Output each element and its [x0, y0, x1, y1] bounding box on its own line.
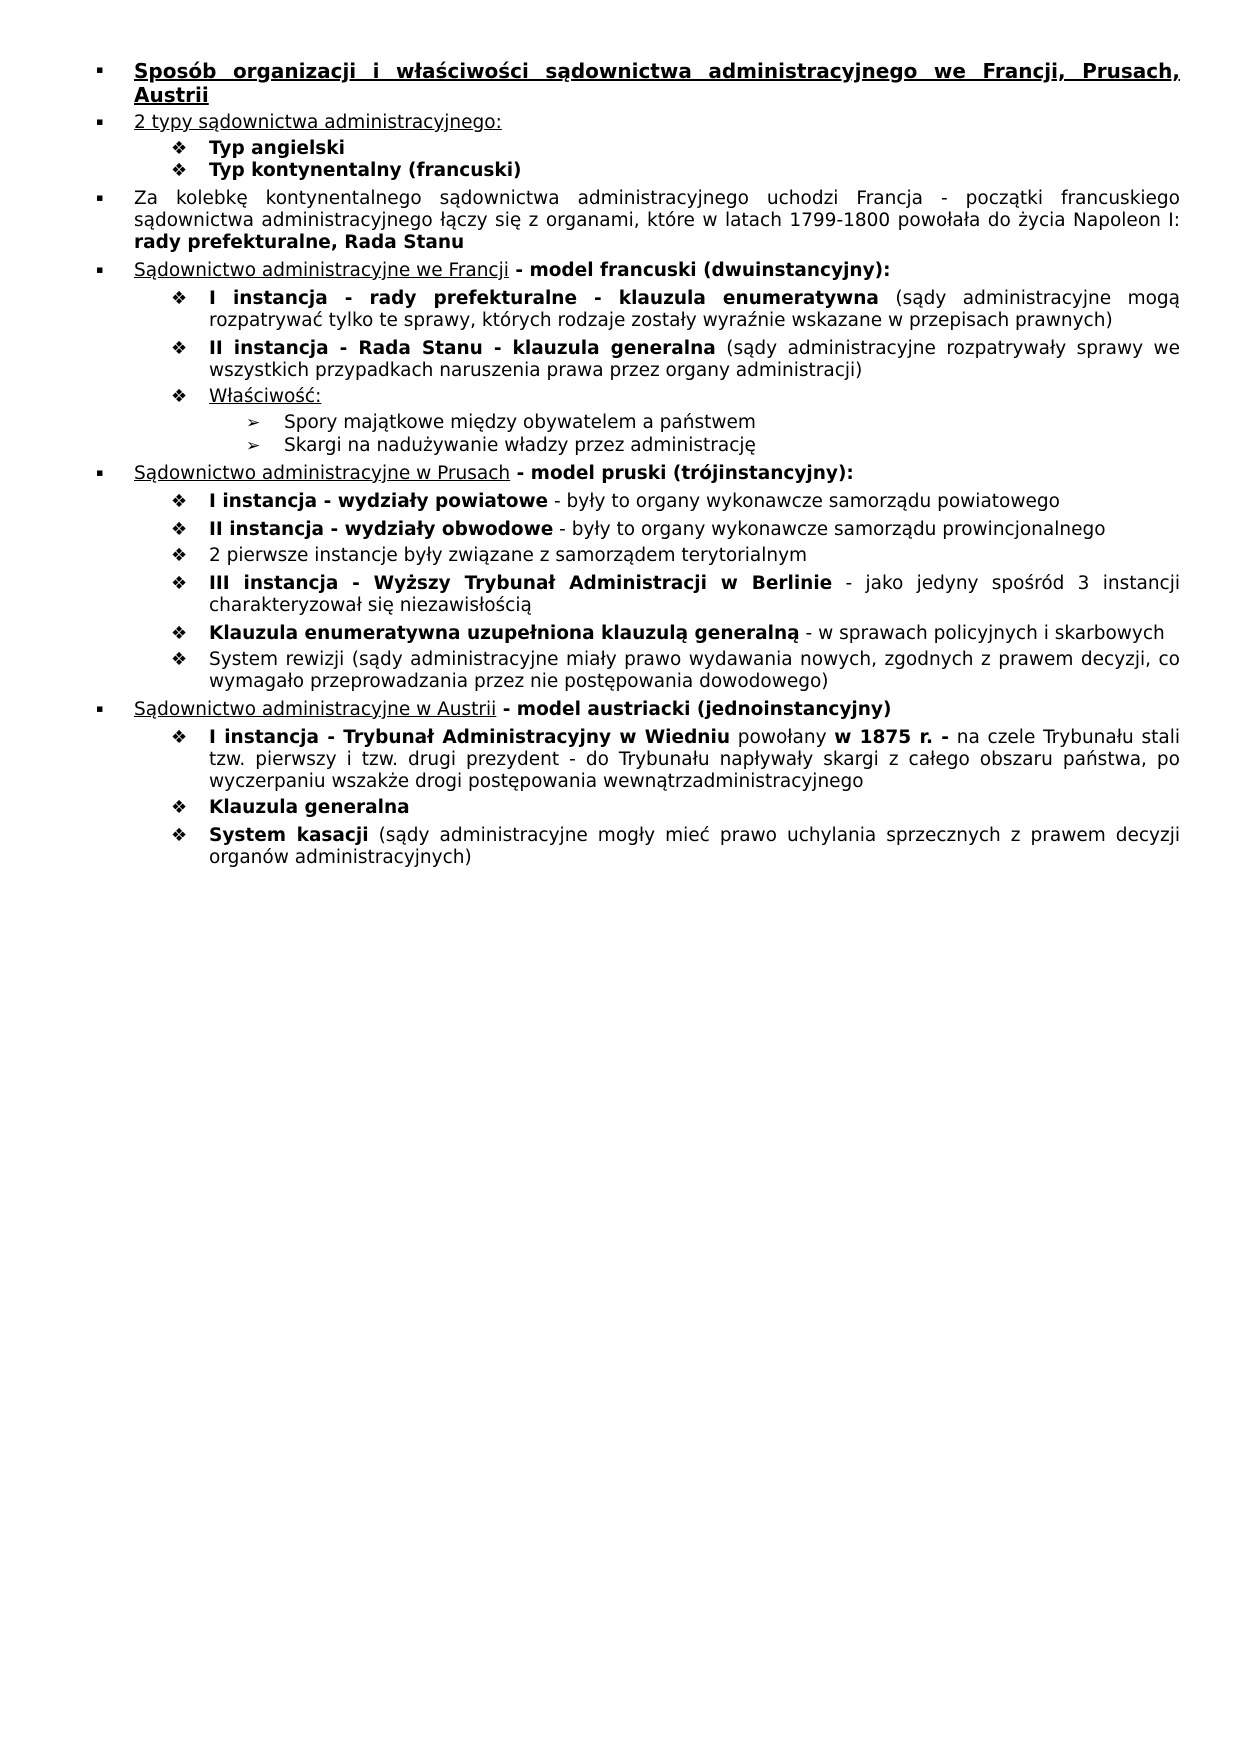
prussia-first-two: 2 pierwsze instancje były związane z samorządem terytorialnym	[209, 545, 808, 566]
title-item	[96, 60, 1180, 108]
france-comp2-item	[96, 435, 1180, 457]
diamond-bullet-icon: ❖	[171, 491, 188, 512]
prussia-inst2-text: - były to organy wykonawcze samorządu prowincjonalnego	[553, 519, 1106, 540]
prussia-inst2-item	[96, 519, 1180, 541]
prussia-inst1-item	[96, 491, 1180, 513]
prussia-heading: Sądownictwo administracyjne w Prusach	[134, 463, 511, 484]
document-title: Sposób organizacji i właściwości sądownictwa administracyjnego we Francji, Prusach, Austrii	[134, 59, 1180, 107]
square-bullet-icon: ▪	[96, 466, 104, 479]
austria-heading-item	[96, 699, 1180, 721]
prussia-inst1-bold: I instancja - wydziały powiatowe	[209, 491, 549, 512]
prussia-inst3-text: - jako jedyny spośród 3 instancji charakteryzował się niezawisłością	[209, 573, 1180, 616]
france-comp2: Skargi na nadużywanie władzy przez administrację	[284, 435, 756, 456]
france-inst2-text: (sądy administracyjne rozpatrywały sprawy we wszystkich przypadkach naruszenia prawa przez organy administracji)	[209, 338, 1181, 381]
type-continental: Typ kontynentalny (francuski)	[209, 160, 522, 181]
prussia-revision: System rewizji (sądy administracyjne miały prawo wydawania nowych, zgodnych z prawem decyzji, co wymagało przeprowadzania przez nie postępowania dowodowego)	[209, 649, 1180, 692]
diamond-bullet-icon: ❖	[171, 797, 188, 818]
austria-inst1-text: na czele Trybunału stali tzw. pierwszy i tzw. drugi prezydent - do Trybunału napływały skargi z całego obszaru państwa, po wyczerpaniu wszakże drogi postępowania wewnątrzadministracyjnego	[209, 727, 1180, 792]
types-lead: 2 typy sądownictwa administracyjnego:	[134, 112, 502, 133]
france-comp1-item	[96, 412, 1180, 434]
diamond-bullet-icon: ❖	[171, 138, 188, 159]
intro-text: Za kolebkę kontynentalnego sądownictwa administracyjnego uchodzi Francja - początki francuskiego sądownictwa administracyjnego łączy się z organami, które w latach 1799-1800 powołała do życia Napoleon I:	[134, 188, 1180, 231]
types-item	[96, 112, 1180, 134]
diamond-bullet-icon: ❖	[171, 338, 188, 359]
square-bullet-icon: ▪	[96, 115, 104, 128]
prussia-clause-bold: Klauzula enumeratywna uzupełniona klauzulą generalną	[209, 623, 800, 644]
prussia-model: - model pruski (trójinstancyjny):	[510, 463, 854, 484]
france-competence: Właściwość:	[209, 386, 322, 407]
diamond-bullet-icon: ❖	[171, 727, 188, 748]
prussia-inst3-item	[96, 573, 1180, 617]
austria-clause-item	[96, 797, 1180, 819]
austria-cassation-bold: System kasacji	[209, 825, 369, 846]
square-bullet-icon: ▪	[96, 63, 104, 76]
diamond-bullet-icon: ❖	[171, 288, 188, 309]
austria-inst1-item	[96, 727, 1180, 793]
prussia-revision-item	[96, 649, 1180, 693]
diamond-bullet-icon: ❖	[171, 623, 188, 644]
prussia-clause-text: - w sprawach policyjnych i skarbowych	[799, 623, 1165, 644]
type-english-item	[96, 138, 1180, 160]
arrow-bullet-icon: ➢	[246, 413, 261, 433]
france-inst2-bold: II instancja - Rada Stanu - klauzula generalna	[209, 338, 716, 359]
intro-bold: rady prefekturalne, Rada Stanu	[134, 232, 465, 253]
diamond-bullet-icon: ❖	[171, 825, 188, 846]
austria-cassation-text: (sądy administracyjne mogły mieć prawo uchylania sprzecznych z prawem decyzji organów administracyjnych)	[209, 825, 1180, 868]
prussia-inst3-bold: III instancja - Wyższy Trybunał Administracji w Berlinie	[209, 573, 833, 594]
diamond-bullet-icon: ❖	[171, 160, 188, 181]
france-heading: Sądownictwo administracyjne we Francji	[134, 260, 509, 281]
type-continental-item	[96, 160, 1180, 182]
france-inst1-text: (sądy administracyjne mogą rozpatrywać tylko te sprawy, których rodzaje zostały wyraźnie wskazane w przepisach prawnych)	[209, 288, 1180, 331]
document-body	[96, 60, 1180, 873]
austria-inst1-bold: I instancja - Trybunał Administracyjny w Wiedniu	[209, 727, 730, 748]
france-inst1-item	[96, 288, 1180, 332]
france-inst2-item	[96, 338, 1180, 382]
france-model: - model francuski (dwuinstancyjny):	[508, 260, 891, 281]
france-competence-item	[96, 386, 1180, 408]
prussia-clause-item	[96, 623, 1180, 645]
square-bullet-icon: ▪	[96, 191, 104, 204]
diamond-bullet-icon: ❖	[171, 573, 188, 594]
prussia-first-two-item	[96, 545, 1180, 567]
france-heading-item	[96, 260, 1180, 282]
arrow-bullet-icon: ➢	[246, 436, 261, 456]
france-comp1: Spory majątkowe między obywatelem a państwem	[284, 412, 756, 433]
prussia-inst2-bold: II instancja - wydziały obwodowe	[209, 519, 554, 540]
diamond-bullet-icon: ❖	[171, 545, 188, 566]
austria-heading: Sądownictwo administracyjne w Austrii	[134, 699, 497, 720]
austria-inst1-mid: powołany	[730, 727, 835, 748]
prussia-heading-item	[96, 463, 1180, 485]
type-english: Typ angielski	[209, 138, 345, 159]
austria-model: - model austriacki (jednoinstancyjny)	[496, 699, 892, 720]
diamond-bullet-icon: ❖	[171, 386, 188, 407]
austria-clause: Klauzula generalna	[209, 797, 410, 818]
austria-inst1-year: w 1875 r. -	[834, 727, 949, 748]
intro-item	[96, 188, 1180, 254]
france-inst1-bold: I instancja - rady prefekturalne - klauzula enumeratywna	[209, 288, 879, 309]
diamond-bullet-icon: ❖	[171, 649, 188, 670]
square-bullet-icon: ▪	[96, 263, 104, 276]
diamond-bullet-icon: ❖	[171, 519, 188, 540]
square-bullet-icon: ▪	[96, 702, 104, 715]
prussia-inst1-text: - były to organy wykonawcze samorządu powiatowego	[548, 491, 1060, 512]
austria-cassation-item	[96, 825, 1180, 869]
